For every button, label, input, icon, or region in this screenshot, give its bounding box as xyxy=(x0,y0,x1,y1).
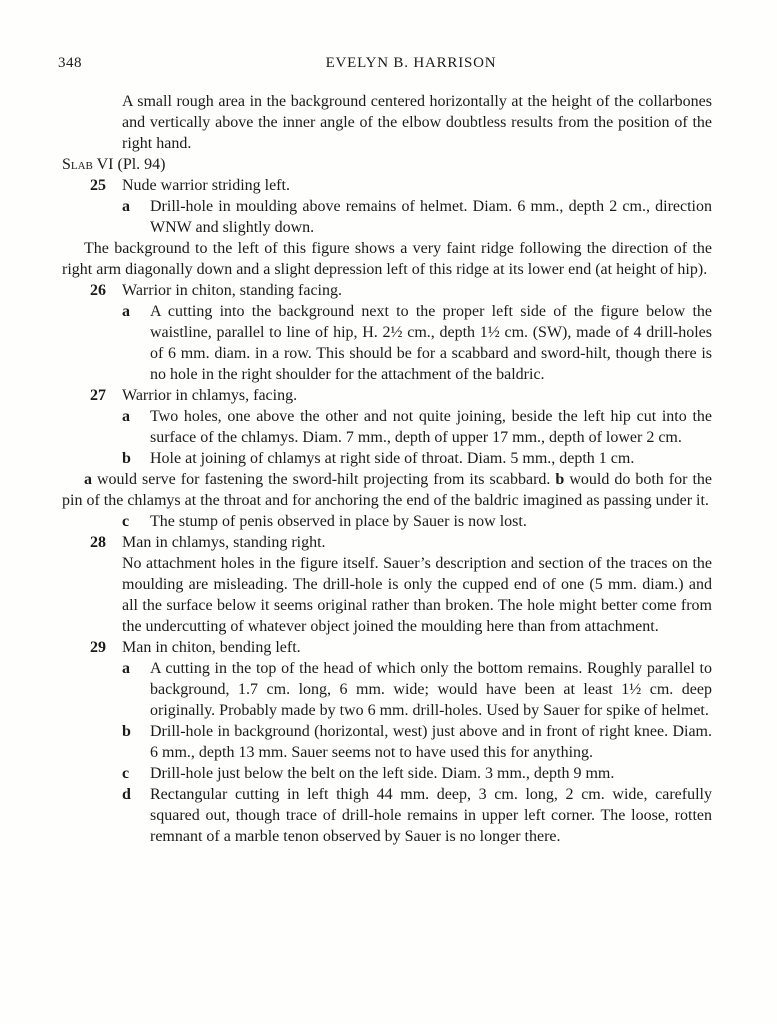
entry-27-note-text-2: would do both for the pin of the chlamys at the throat and for anchoring the end of the baldric imagined as passing under it. xyxy=(62,471,712,509)
entry-27-sub-c-text: The stump of penis observed in place by Sauer is now lost. xyxy=(150,513,527,530)
entry-29-sub-a xyxy=(62,658,712,721)
entry-29-sub-d-letter: d xyxy=(122,786,131,803)
page-body xyxy=(62,91,712,847)
entry-26-title-line xyxy=(62,280,712,301)
entry-29-sub-c-letter: c xyxy=(122,765,130,782)
entry-27-sub-c xyxy=(62,511,712,532)
entry-27-number: 27 xyxy=(90,387,106,404)
entry-27-sub-c-letter: c xyxy=(122,513,130,530)
entry-27-title: Warrior in chlamys, facing. xyxy=(122,387,298,404)
entry-26-sub-a xyxy=(62,301,712,385)
entry-25-sub-a-letter: a xyxy=(122,198,130,215)
entry-29-sub-b-text: Drill-hole in background (horizontal, west) just above and in front of right knee. Diam. 6 mm., depth 13 mm. Sauer seems not to have used this for anything. xyxy=(150,723,712,761)
entry-27-sub-b xyxy=(62,448,712,469)
entry-29-sub-b xyxy=(62,721,712,763)
entry-29-sub-b-letter: b xyxy=(122,723,131,740)
entry-28-title-line xyxy=(62,532,712,553)
entry-27-title-line xyxy=(62,385,712,406)
entry-29-number: 29 xyxy=(90,639,106,656)
entry-26-sub-a-letter: a xyxy=(122,303,130,320)
entry-28-title: Man in chlamys, standing right. xyxy=(122,534,326,551)
entry-28-note-paragraph: No attachment holes in the figure itself. Sauer’s description and section of the traces on the moulding are misleading. The drill-hole is only the cupped end of one (5 mm. diam.) and all the surface below it seems original rather than broken. The hole might better come from the undercutting of whatever object joined the moulding here than from attachment. xyxy=(122,555,712,635)
entry-27-sub-b-text: Hole at joining of chlamys at right side of throat. Diam. 5 mm., depth 1 cm. xyxy=(150,450,635,467)
running-title: EVELYN B. HARRISON xyxy=(325,55,497,71)
running-header xyxy=(58,53,712,73)
entry-25-title: Nude warrior striding left. xyxy=(122,177,290,194)
entry-27-note-paragraph xyxy=(62,469,712,511)
entry-27-sub-a xyxy=(62,406,712,448)
slab-heading xyxy=(62,154,712,175)
entry-25-number: 25 xyxy=(90,177,106,194)
slab-heading-rest: VI (Pl. 94) xyxy=(92,156,166,173)
entry-27-sub-a-text: Two holes, one above the other and not quite joining, beside the left hip cut into the surface of the chlamys. Diam. 7 mm., depth of upper 17 mm., depth of lower 2 cm. xyxy=(150,408,712,446)
slab-heading-word: Slab xyxy=(62,156,93,173)
entry-29-title-line xyxy=(62,637,712,658)
entry-26-sub-a-text: A cutting into the background next to the proper left side of the figure below the waistline, parallel to line of hip, H. 2½ cm., depth 1½ cm. (SW), made of 4 drill-holes of 6 mm. diam. in a row. This should be for a scabbard and sword-hilt, though there is no hole in the right shoulder for the attachment of the baldric. xyxy=(150,303,712,383)
entry-26-number: 26 xyxy=(90,282,106,299)
page-number: 348 xyxy=(58,55,82,71)
entry-27-note-bold-a: a xyxy=(84,471,92,488)
entry-25-title-line xyxy=(62,175,712,196)
entry-29-sub-d-text: Rectangular cutting in left thigh 44 mm. deep, 3 cm. long, 2 cm. wide, carefully squared out, though trace of drill-hole remains in upper left corner. The loose, rotten remnant of a marble tenon observed by Sauer is no longer there. xyxy=(150,786,712,845)
entry-28-number: 28 xyxy=(90,534,106,551)
entry-26-title: Warrior in chiton, standing facing. xyxy=(122,282,342,299)
entry-27-note-bold-b: b xyxy=(555,471,565,488)
entry-25-sub-a-text: Drill-hole in moulding above remains of helmet. Diam. 6 mm., depth 2 cm., direction WNW and slightly down. xyxy=(150,198,712,236)
entry-27-sub-a-letter: a xyxy=(122,408,130,425)
entry-29-title: Man in chiton, bending left. xyxy=(122,639,301,656)
entry-27-sub-b-letter: b xyxy=(122,450,131,467)
entry-29-sub-c-text: Drill-hole just below the belt on the left side. Diam. 3 mm., depth 9 mm. xyxy=(150,765,615,782)
entry-25-sub-a xyxy=(62,196,712,238)
entry-29-sub-d xyxy=(62,784,712,847)
entry-29-sub-a-letter: a xyxy=(122,660,130,677)
entry-29-sub-c xyxy=(62,763,712,784)
intro-continuation-paragraph: A small rough area in the background centered horizontally at the height of the collarbones and vertically above the inner angle of the elbow doubtless results from the position of the right hand. xyxy=(122,93,712,152)
background-ridge-paragraph: The background to the left of this figure shows a very faint ridge following the direction of the right arm diagonally down and a slight depression left of this ridge at its lower end (at height of hip). xyxy=(62,240,712,278)
entry-27-note-text-1: would serve for fastening the sword-hilt projecting from its scabbard. xyxy=(92,471,556,488)
entry-29-sub-a-text: A cutting in the top of the head of which only the bottom remains. Roughly parallel to background, 1.7 cm. long, 6 mm. wide; would have been at least 1½ cm. deep originally. Probably made by two 6 mm. drill-holes. Used by Sauer for spike of helmet. xyxy=(150,660,712,719)
